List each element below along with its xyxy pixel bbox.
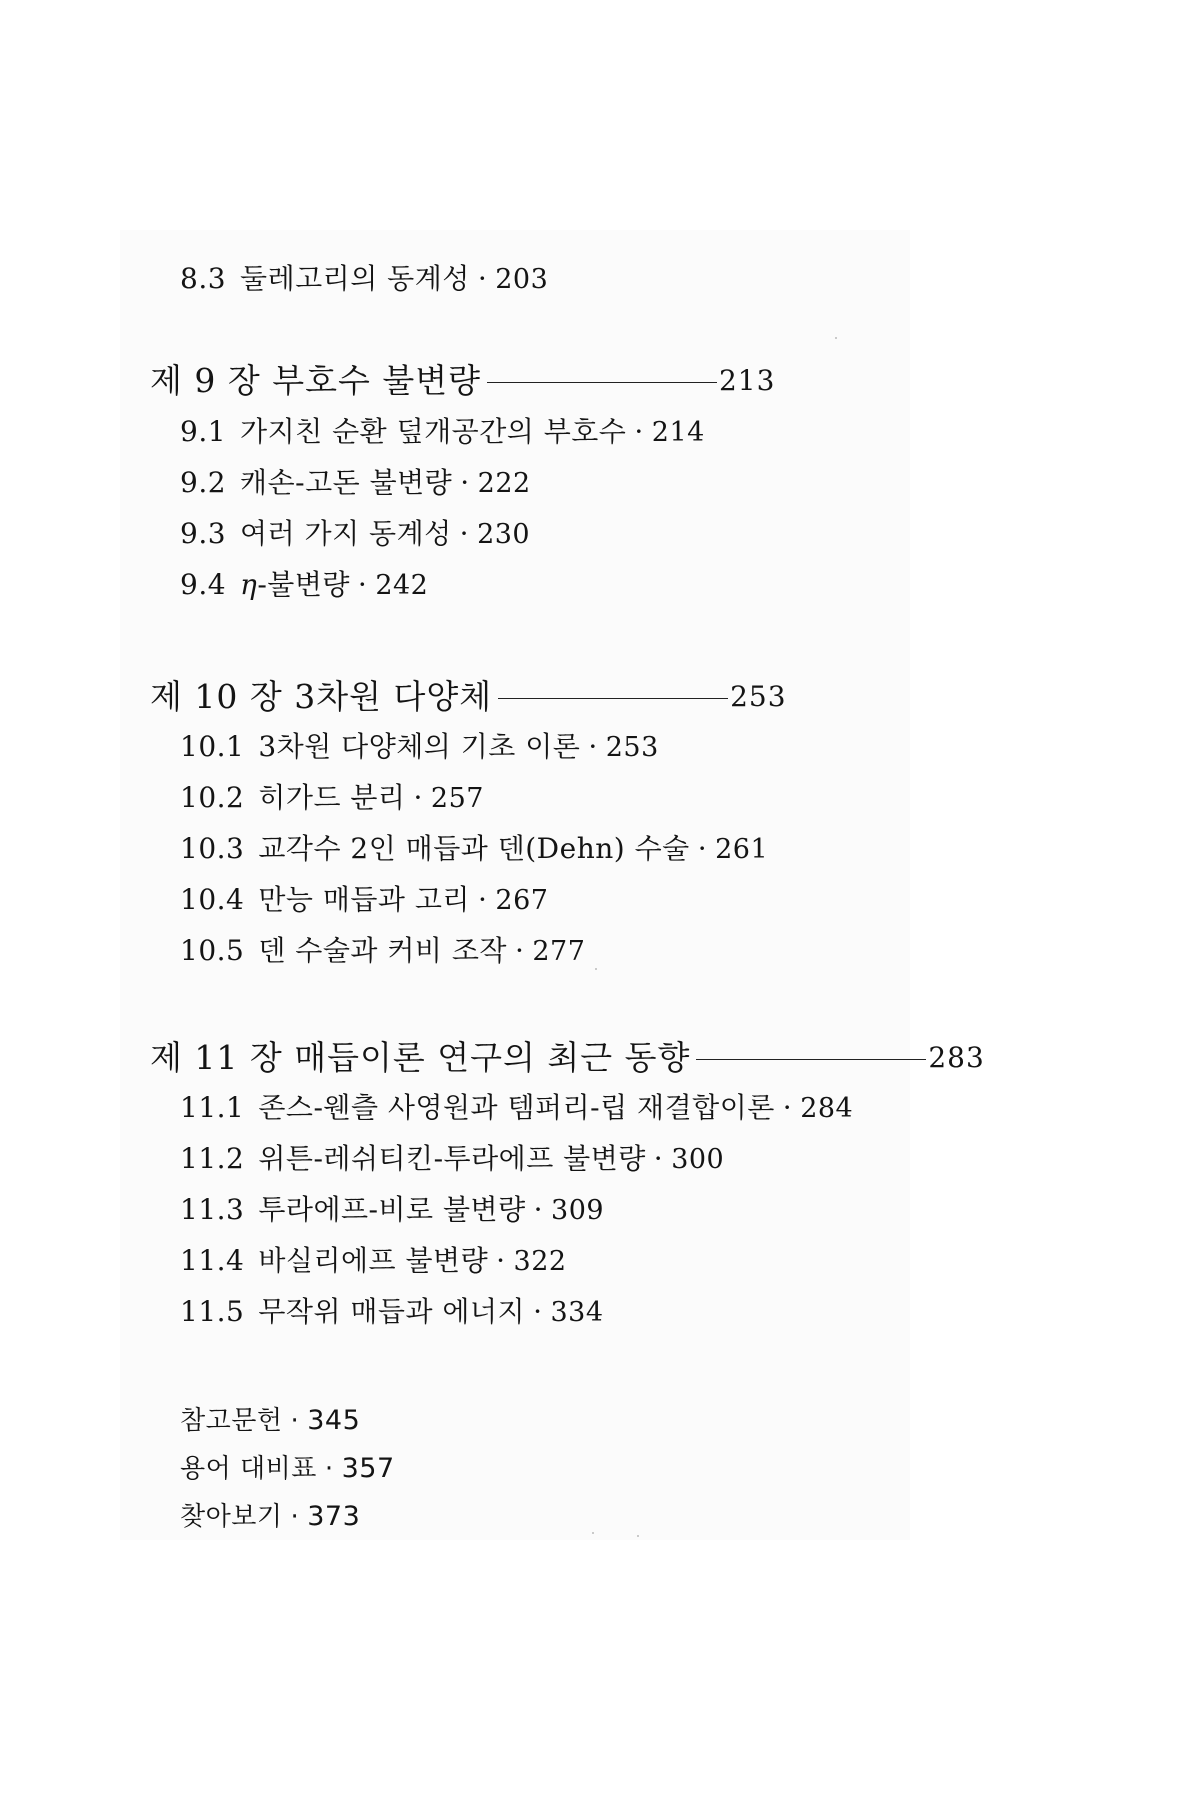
page-number: 345 xyxy=(307,1405,361,1436)
separator-dot: · xyxy=(290,1405,300,1436)
toc-entry-9-1[interactable] xyxy=(180,415,705,448)
page-number: 277 xyxy=(532,935,586,967)
section-number: 10.5 xyxy=(180,934,245,967)
separator-dot: · xyxy=(496,1244,506,1277)
page-number: 267 xyxy=(495,884,549,916)
toc-entry-8-3[interactable] xyxy=(180,262,549,295)
scan-speck xyxy=(592,1532,594,1534)
separator-dot: · xyxy=(290,1501,300,1532)
section-number: 9.1 xyxy=(180,415,227,448)
section-number: 9.3 xyxy=(180,517,227,550)
section-title: 교각수 2인 매듭과 덴(Dehn) 수술 xyxy=(258,832,690,865)
toc-entry-10-3[interactable] xyxy=(180,832,769,865)
separator-dot: · xyxy=(459,517,470,550)
page-number: 222 xyxy=(477,467,531,499)
separator-dot: · xyxy=(477,883,488,916)
separator-dot: · xyxy=(324,1453,334,1484)
page-number: 283 xyxy=(928,1040,985,1074)
separator-dot: · xyxy=(634,415,644,448)
page-number: 213 xyxy=(718,363,776,397)
section-title: 바실리에프 불변량 xyxy=(258,1244,489,1277)
section-number: 11.1 xyxy=(180,1091,245,1124)
separator-dot: · xyxy=(514,934,525,967)
section-title: 히가드 분리 xyxy=(258,781,406,814)
chapter-title: 제 10 장 3차원 다양체 xyxy=(150,677,493,716)
section-number: 10.3 xyxy=(180,832,245,865)
leader-rule xyxy=(696,1059,926,1060)
separator-dot: · xyxy=(460,466,470,499)
toc-chapter-11[interactable] xyxy=(150,1038,985,1077)
section-title: 여러 가지 동계성 xyxy=(240,517,452,550)
page-number: 242 xyxy=(375,569,429,601)
section-title: 3차원 다양체의 기초 이론 xyxy=(258,730,581,763)
separator-dot: · xyxy=(413,781,423,814)
section-number: 11.3 xyxy=(180,1193,245,1226)
section-number: 9.2 xyxy=(180,466,227,499)
page-number: 203 xyxy=(495,263,549,295)
page-number: 309 xyxy=(551,1194,605,1226)
page-number: 373 xyxy=(307,1501,361,1532)
page-number: 261 xyxy=(715,833,769,865)
separator-dot: · xyxy=(533,1295,543,1328)
section-title: 참고문헌 xyxy=(180,1405,283,1436)
page-number: 284 xyxy=(800,1092,854,1124)
toc-entry-10-5[interactable] xyxy=(180,934,586,967)
separator-dot: · xyxy=(357,568,368,601)
page-number: 253 xyxy=(605,731,659,763)
scan-speck xyxy=(637,1535,639,1537)
page-number: 257 xyxy=(430,782,484,814)
section-number: 11.5 xyxy=(180,1295,245,1328)
toc-entry-9-2[interactable] xyxy=(180,466,531,499)
section-number: 11.4 xyxy=(180,1244,245,1277)
toc-entry-10-4[interactable] xyxy=(180,883,549,916)
scan-speck xyxy=(595,968,597,970)
separator-dot: · xyxy=(653,1142,664,1175)
section-title: 존스-웬츨 사영원과 템퍼리-립 재결합이론 xyxy=(258,1091,775,1124)
separator-dot: · xyxy=(533,1193,544,1226)
chapter-title: 제 11 장 매듭이론 연구의 최근 동향 xyxy=(150,1038,691,1077)
page-number: 214 xyxy=(651,416,705,448)
separator-dot: · xyxy=(782,1091,793,1124)
toc-index[interactable] xyxy=(180,1503,360,1530)
scan-speck xyxy=(835,337,837,339)
toc-references[interactable] xyxy=(180,1407,360,1434)
toc-chapter-9[interactable] xyxy=(150,361,776,400)
section-title: -불변량 xyxy=(257,568,350,601)
page-number: 300 xyxy=(671,1143,725,1175)
section-number: 9.4 xyxy=(180,568,227,601)
section-title: 투라에프-비로 불변량 xyxy=(258,1193,526,1226)
toc-entry-9-4[interactable] xyxy=(180,568,429,601)
leader-rule xyxy=(487,382,717,383)
section-title: 캐손-고돈 불변량 xyxy=(240,466,453,499)
toc-entry-11-2[interactable] xyxy=(180,1142,725,1175)
section-title: 둘레고리의 동계성 xyxy=(240,262,470,295)
toc-glossary[interactable] xyxy=(180,1455,395,1482)
separator-dot: · xyxy=(697,832,708,865)
section-number: 8.3 xyxy=(180,262,227,295)
page-number: 334 xyxy=(550,1296,604,1328)
section-title: 만능 매듭과 고리 xyxy=(258,883,470,916)
leader-rule xyxy=(498,698,728,699)
page-number: 322 xyxy=(513,1245,567,1277)
toc-chapter-10[interactable] xyxy=(150,677,787,716)
section-title: 무작위 매듭과 에너지 xyxy=(258,1295,526,1328)
section-title: 덴 수술과 커비 조작 xyxy=(258,934,507,967)
page-number: 357 xyxy=(341,1453,395,1484)
section-number: 10.4 xyxy=(180,883,245,916)
section-number: 10.1 xyxy=(180,730,245,763)
section-title: 위튼-레쉬티킨-투라에프 불변량 xyxy=(258,1142,646,1175)
section-title: 찾아보기 xyxy=(180,1501,283,1532)
separator-dot: · xyxy=(477,262,488,295)
toc-entry-11-4[interactable] xyxy=(180,1244,567,1277)
section-number: 11.2 xyxy=(180,1142,245,1175)
toc-entry-11-5[interactable] xyxy=(180,1295,604,1328)
eta-symbol: η xyxy=(240,568,258,601)
toc-entry-10-2[interactable] xyxy=(180,781,484,814)
page-number: 253 xyxy=(730,679,787,713)
section-number: 10.2 xyxy=(180,781,245,814)
page-number: 230 xyxy=(477,518,531,550)
separator-dot: · xyxy=(588,730,598,763)
section-title: 용어 대비표 xyxy=(180,1453,317,1484)
toc-entry-11-3[interactable] xyxy=(180,1193,605,1226)
toc-entry-10-1[interactable] xyxy=(180,730,659,763)
section-title: 가지친 순환 덮개공간의 부호수 xyxy=(240,415,627,448)
toc-entry-9-3[interactable] xyxy=(180,517,531,550)
chapter-title: 제 9 장 부호수 불변량 xyxy=(150,361,481,400)
toc-entry-11-1[interactable] xyxy=(180,1091,854,1124)
